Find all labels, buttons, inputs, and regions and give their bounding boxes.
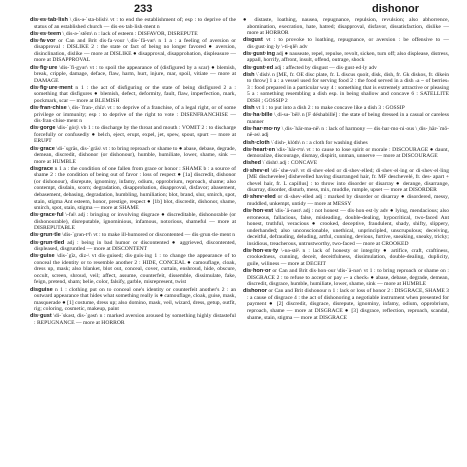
entry-headword: dis·guise — [30, 253, 55, 260]
dictionary-entry — [30, 125, 236, 145]
entry-headword: di·shev·eled — [243, 194, 276, 201]
entry-definition: or Can and Brit dis·fa·vour \ˌdis-ˈfā-vər\ n 1 a : a feeling of aversion or disapproval : DISLIKE 2 : the state or fact of being no longer favored ● aversion, disinclination, dislike — more at DISLIKE ● disapproval, disapprobation, displeasure — more at DISAPPROVAL — [34, 37, 236, 64]
dictionary-entry — [30, 253, 236, 286]
entry-definition: \ˌdis-ˈhär-mə-nē\ n : lack of harmony — dis·har·mo·ni·ous \ˌdis-ˌhär-ˈmō-nē-əs\ adj — [247, 125, 449, 139]
entry-definition: \dis-ˈhär-tᵊn\ vt : to cause to lose spirit or morale : DISCOURAGE ● daunt, demoralize, discourage, dismay, dispirit, unman, unnerve — more at DISCOURAGE — [247, 146, 449, 160]
dictionary-entry — [30, 240, 236, 253]
entry-headword: dis·grace·ful — [30, 212, 64, 219]
entry-headword: disguise — [30, 286, 53, 293]
entry-definition: \dis-ˈgīz, diz-\ vt dis·guised; dis·guis·ing 1 : to change the appearance of to conceal the identity or to resemble another 2 : HIDE, CONCEAL ● camouflage, cloak, dress up, mask; also blanket, blot out, conceal, cover, curtain, enshroud, hide, obscure, occult, screen, shroud, veil; affect, assume, counterfeit, dissemble, dissimulate, fake, feign, pretend, sham; belie, color, falsify, garble, misrepresent, twist — [34, 253, 236, 286]
entry-definition: \di-ˈshe-vəl\ vt di·shev·eled or di·shev·elled; di·shev·el·ing or di·shev·el·ling [ME dischevelee] dishevelled having disarranged hair, fr. MF deschevelé, fr. des- apart + chevel hair, fr. L capillus] : to throw into disorder or disarray ● derange, disarrange, disarray, disorder, disturb, mess, mix, muddle, rumple, upset — more at DISORDER — [247, 167, 449, 194]
page-number: 233 — [134, 3, 153, 15]
dictionary-entry — [30, 287, 236, 313]
dictionary-entry — [30, 31, 236, 38]
entry-definition: or Can and Brit dishonour n 1 : lack or loss of honor 2 : DISGRACE, SHAME 3 : a cause of disgrace 4 : the act of dishonoring a negotiable instrument when presented for payment ● [2] discredit, disgrace, disrepute, ignominy, infamy, odium, opprobrium, reproach, shame — more at DISGRACE ● [3] disgrace, reflection, reproach, scandal, shame, stain, stigma — more at DISGRACE — [247, 288, 449, 321]
entry-definition: or Can and Brit dis·hon·our \dis-ˈä-nər\ vt 1 : to bring reproach or shame on : DISGRACE 2 : to refuse to accept or pay ‹~ a check› ● abase, debase, degrade, demean, discredit, disgrace, humble, humiliate, lower, shame, sink — more at HUMBLE — [247, 268, 449, 288]
entry-definition: \dis-ˈä-nəst\ adj : not honest — dis·hon·est·ly adv ● lying, mendacious; also erroneous, fallacious, false, misleading, double-dealing, hypocritical, two-faced Ant honest, truthful, veracious ● crooked, deceptive, fraudulent, shady, shifty, slippery, underhanded; also unconscionable, unethical, unprincipled, unscrupulous; deceiving, deceitful, defrauding, deluding, artful, cunning, devious, furtive, sneaking, sneaky, tricky; insidious, treacherous, untrustworthy, two-faced — more at CROOKED — [247, 208, 449, 247]
entry-definition: adj : affected by disgust — dis·gust·ed·ly adv — [274, 64, 377, 71]
dictionary-entry — [243, 126, 449, 139]
dictionary-entry — [243, 140, 449, 147]
dictionary-entry — [30, 65, 236, 85]
entry-headword: dis·grun·tled — [30, 239, 65, 246]
entry-headword: dis·gust — [30, 313, 52, 320]
dictionary-entry — [243, 268, 449, 288]
entry-headword: dis·fran·chise — [30, 105, 67, 112]
entry-definition: \ˌdi-sə-ˈbēl\ n [F déshabillé] : the state of being dressed in a casual or careless manner — [247, 112, 449, 125]
entry-headword: dish·cloth — [243, 139, 270, 146]
dictionary-entry — [30, 232, 236, 239]
dictionary-entry — [243, 160, 449, 167]
entry-definition: \ˌdis-ə-ˈstēm\ n : lack of esteem : DISFAVOR, DISREPUTE — [62, 30, 198, 37]
entry-definition: n 1 : the act of disfiguring or the state of being disfigured 2 a : something that disfigures ● blemish, defect, deformity, fault, flaw, imperfection, mark, pockmark, scar — more at BLEMISH — [34, 84, 236, 104]
entry-definition: vt 1 : to put into a dish 2 : to make concave like a dish 3 : GOSSIP — [255, 105, 405, 112]
page-header — [0, 3, 467, 15]
entry-definition: ● distaste, loathing, nausea, repugnance, repulsion, revulsion; also abhorrence, abomination, execration, hate, hatred; disapproval, disfavor, dissatisfaction, dislike — more at HORROR — [243, 17, 449, 37]
entry-headword: disgust — [243, 37, 263, 44]
dictionary-entry — [243, 168, 449, 194]
entry-definition: adj ● nauseate, repel, repulse, revolt, sicken, turn off; also displease, distress, appall, horrify, affront, insult, offend, outrage, shock — [247, 50, 449, 64]
entry-definition: \ˈdish-ˌklȯth\ n : a cloth for washing dishes — [271, 139, 368, 146]
dictionary-entry — [30, 166, 236, 212]
entry-definition: \ˈdisht\ adj : CONCAVE — [262, 160, 318, 167]
entry-definition: \ˌdis-ə-ˈsta-blish\ vt : to end the establishment of; esp : to deprive of the status of an established church — dis·es·tab·lish·ment n — [34, 17, 236, 30]
dictionary-entry — [243, 37, 449, 50]
entry-definition: \di-ˈskəst, dis-ˈgəst\ n : marked aversion aroused by something highly distasteful : REPUGNANCE — more at HORROR — [34, 313, 236, 326]
entry-headword: dis·gust·ing — [243, 50, 276, 57]
dictionary-entry — [243, 65, 449, 72]
entry-definition: \-fəl\ adj : bringing or involving disgrace ● discreditable, dishonorable (or dishonourable), disreputable, ignominious, infamous, notorious, shameful — more at DISREPUTABLE — [34, 212, 236, 232]
entry-headword: dis·gust·ed — [243, 64, 274, 71]
dictionary-entry — [243, 288, 449, 321]
entry-headword: dis·es·tab·lish — [30, 17, 68, 23]
entry-definition: \di-ˈsgrās, dis-ˈgrās\ vt : to bring reproach or shame to ● abase, debase, degrade, demean, discredit, dishonor (or dishonour), humble, humiliate, lower, shame, sink — more at HUMBLE — [34, 145, 236, 165]
dictionary-entry — [30, 105, 236, 125]
dictionary-entry — [30, 38, 236, 64]
left-column — [30, 17, 236, 467]
dictionary-entry — [243, 105, 449, 112]
entry-headword: dish — [243, 71, 255, 78]
entry-headword: dis·grace — [30, 145, 55, 152]
entry-headword: dis·grun·tle — [30, 232, 61, 239]
entry-headword: di·shev·el — [243, 167, 270, 174]
entry-definition: \-nə-stē\ n : lack of honesty or integrity ● artifice, craft, craftiness, crookedness, cunning, deceit, deceitfulness, dissimulation, double-dealing, duplicity, guile, wiliness — more at DECEIT — [247, 247, 449, 267]
dictionary-entry — [243, 72, 449, 105]
entry-definition: adj : being in bad humor or discontented ● aggrieved, discontented, displeased, disgruntled — more at DISCONTENT — [34, 239, 236, 253]
entry-definition: \ˈdish\ n [ME, fr. OE disc plate, fr. L discus quoit, disk, dish, fr. Gk diskos, fr. dikein to throw] 1 a : a vessel used for serving food 2 : the food served in a dish ‹a ~ of berries› 3 : food prepared in a particular way 4 : something that is extremely attractive or pleasing 5 a : something resembling a dish esp. in being shallow and concave 6 : SATELLITE DISH ; GOSSIP 2 — [247, 71, 449, 104]
guide-word: dishonor — [372, 3, 420, 15]
entry-definition: n 1 : clothing put on to conceal one's identity or counterfeit another's 2 : an outward appearance that hides what something really is ● camouflage, cloak, guise, mask, masquerade ● [1] costume, dress up; also domino, mask, veil, wizard, dress, getup, outfit, rig; coloring, cosmetic, makeup, paint — [34, 286, 236, 313]
entry-definition: \dis-ˈfi-gyər\ vt : to spoil the appearance of (disfigured by a scar) ● blemish, break, cripple, damage, deface, flaw, harm, hurt, injure, mar, spoil, vitiate — more at DAMAGE — [34, 64, 236, 84]
dictionary-entry — [30, 146, 236, 166]
entry-headword: dis·fig·ure·ment — [30, 84, 73, 91]
dictionary-entry — [243, 194, 449, 207]
dictionary-entry — [243, 208, 449, 247]
entry-headword: dis·heart·en — [243, 146, 276, 153]
entry-definition: \dis-ˈgȯrj\ vb 1 : to discharge by the throat and mouth : VOMIT 2 : to discharge forcefully or confusedly ● belch, eject, erupt, expel, jet, spew, spout, spurt — more at ERUPT — [34, 125, 236, 145]
entry-definition: \ˌdis-ˈfran-ˌchīz\ vt : to deprive of a franchise, of a legal right, or of some privilege or immunity; esp : to deprive of the right to vote : DISENFRANCHISE — dis·fran·chise·ment n — [34, 105, 236, 125]
dictionary-entry — [243, 112, 449, 125]
dictionary-entry — [30, 212, 236, 232]
dictionary-entry — [30, 313, 236, 326]
entry-headword: dis·fa·vor — [30, 37, 56, 44]
entry-headword: dis·hon·est — [243, 208, 274, 215]
entry-headword: dis·har·mo·ny — [243, 125, 281, 132]
entry-headword: disgrace — [30, 165, 54, 172]
dictionary-entry — [243, 17, 449, 37]
entry-definition: or di·shev·elled adj : marked by disorder or disarray ● disordered, messy, muddled, unkempt, untidy — more at MESSY — [247, 194, 449, 207]
entry-headword: dis·gorge — [30, 125, 56, 132]
dictionary-entry — [243, 147, 449, 160]
entry-headword: dished — [243, 160, 262, 167]
dictionary-entry — [243, 248, 449, 268]
entry-headword: dis·ha·bille — [243, 112, 273, 119]
entry-headword: dis·es·teem — [30, 30, 62, 37]
entry-definition: vt : to provoke to loathing, repugnance, or aversion : be offensive to — dis·gust·ing·ly \-ti-ŋlē\ adv — [247, 37, 449, 50]
entry-headword: dishonor — [243, 288, 267, 295]
dictionary-entry — [30, 17, 236, 30]
dictionary-entry — [30, 85, 236, 105]
right-column — [243, 17, 449, 467]
dictionary-entry — [243, 51, 449, 64]
entry-headword: dis·fig·ure — [30, 64, 58, 71]
entry-headword: dis·hon·or — [243, 268, 271, 275]
entry-headword: dish — [243, 105, 255, 112]
entry-definition: \dis-ˈgrən-tᵊl\ vt : to make ill-humored or discontented — dis·grun·tle·ment n — [62, 232, 236, 239]
entry-definition: n 1 a : the condition of one fallen from grace or honor : SHAME b : a source of shame 2 : the condition of being out of favor : loss of respect ● [1a] discredit, dishonor (or dishonour), disrepute, ignominy, infamy, odium, opprobrium, reproach, shame; also contempt, disdain, scorn; degradation, disapprobation, disapproval, disfavor; abasement, debasement, debasing, degradation, humbling, humiliation; blot, brand, slur, smirch, spot, stain, stigma Ant esteem, honor, prestige, respect ● [1b] blot, discredit, dishonor, shame, smirch, spot, stain, stigma — more at SHAME — [34, 165, 236, 212]
entry-headword: dis·hon·es·ty — [243, 247, 279, 254]
